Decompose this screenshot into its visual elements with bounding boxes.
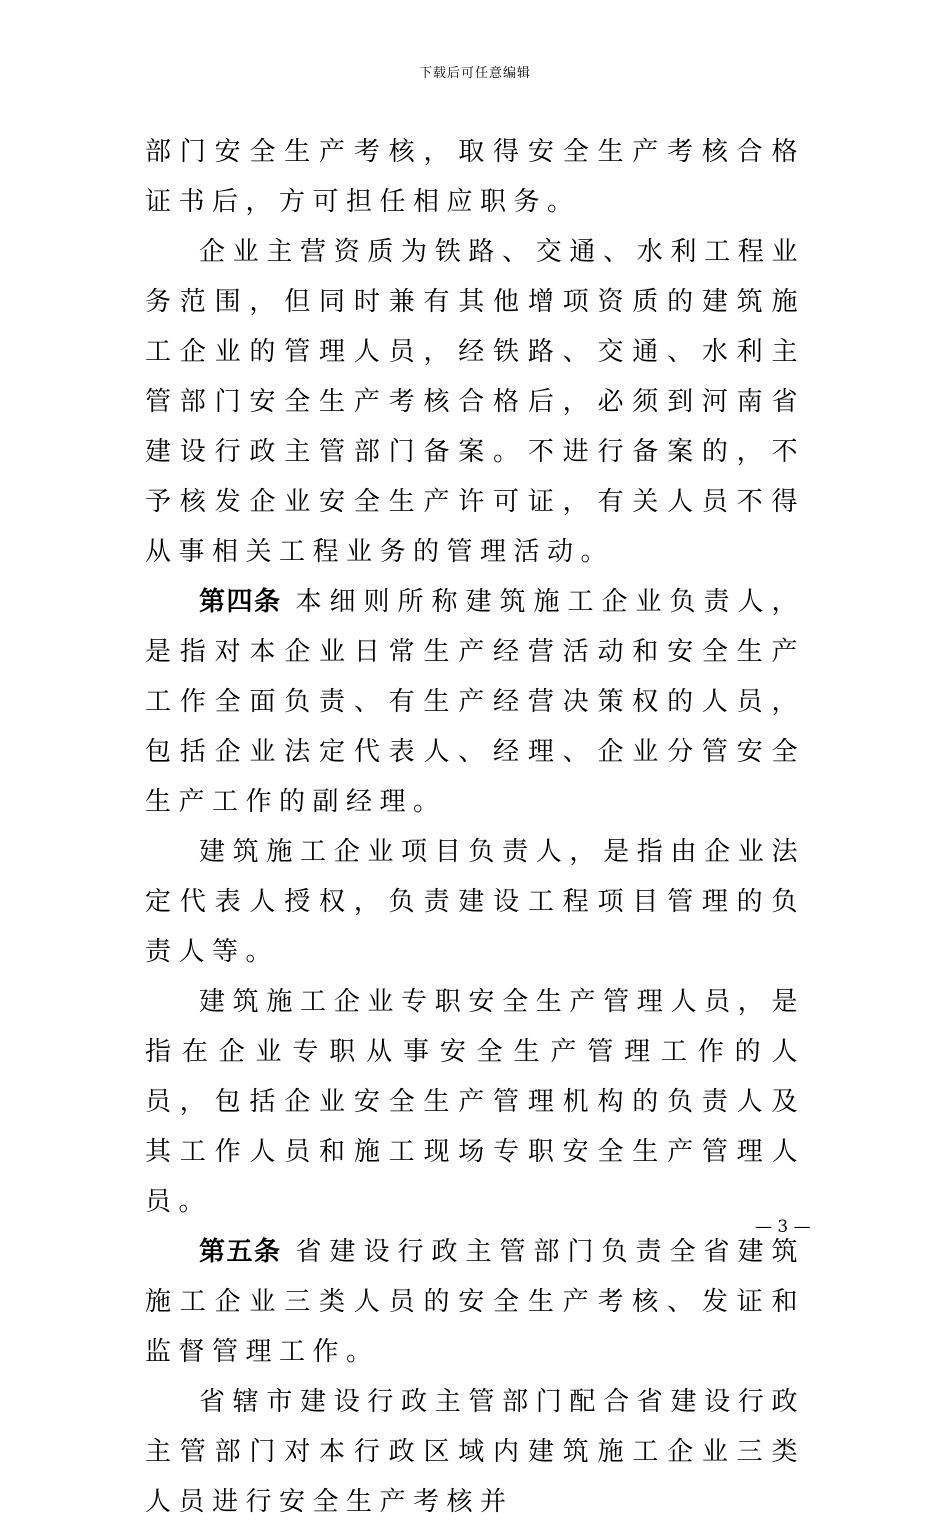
article-5-paragraph bbox=[145, 1227, 805, 1377]
article-4-heading: 第四条 bbox=[199, 587, 282, 617]
paragraph-2 bbox=[145, 227, 805, 577]
paragraph-2-text: 企业主营资质为铁路、交通、水利工程业务范围，但同时兼有其他增项资质的建筑施工企业的管理人员，经铁路、交通、水利主管部门安全生产考核合格后，必须到河南省建设行政主管部门备案。不进行备案的，不予核发企业安全生产许可证，有关人员不得从事相关工程业务的管理活动。 bbox=[145, 237, 805, 567]
article-4-paragraph bbox=[145, 577, 805, 827]
paragraph-7 bbox=[145, 1377, 805, 1527]
paragraph-5-text: 建筑施工企业专职安全生产管理人员，是指在企业专职从事安全生产管理工作的人员，包括企业安全生产管理机构的负责人及其工作人员和施工现场专职安全生产管理人员。 bbox=[145, 987, 805, 1217]
paragraph-7-text: 省辖市建设行政主管部门配合省建设行政主管部门对本行政区域内建筑施工企业三类人员进行安全生产考核并 bbox=[145, 1387, 805, 1517]
paragraph-1-text: 部门安全生产考核，取得安全生产考核合格证书后，方可担任相应职务。 bbox=[145, 137, 805, 217]
paragraph-5 bbox=[145, 977, 805, 1227]
page-number: — 3 — bbox=[755, 1217, 811, 1237]
article-4-text: 本细则所称建筑施工企业负责人，是指对本企业日常生产经营活动和安全生产工作全面负责、有生产经营决策权的人员，包括企业法定代表人、经理、企业分管安全生产工作的副经理。 bbox=[145, 587, 805, 817]
article-5-text: 省建设行政主管部门负责全省建筑施工企业三类人员的安全生产考核、发证和监督管理工作。 bbox=[145, 1237, 805, 1367]
document-body bbox=[145, 127, 805, 1527]
paragraph-4 bbox=[145, 827, 805, 977]
paragraph-1 bbox=[145, 127, 805, 227]
page-header-note: 下载后可任意编辑 bbox=[418, 66, 531, 81]
paragraph-4-text: 建筑施工企业项目负责人，是指由企业法定代表人授权，负责建设工程项目管理的负责人等。 bbox=[145, 837, 805, 967]
article-5-heading: 第五条 bbox=[199, 1237, 282, 1267]
